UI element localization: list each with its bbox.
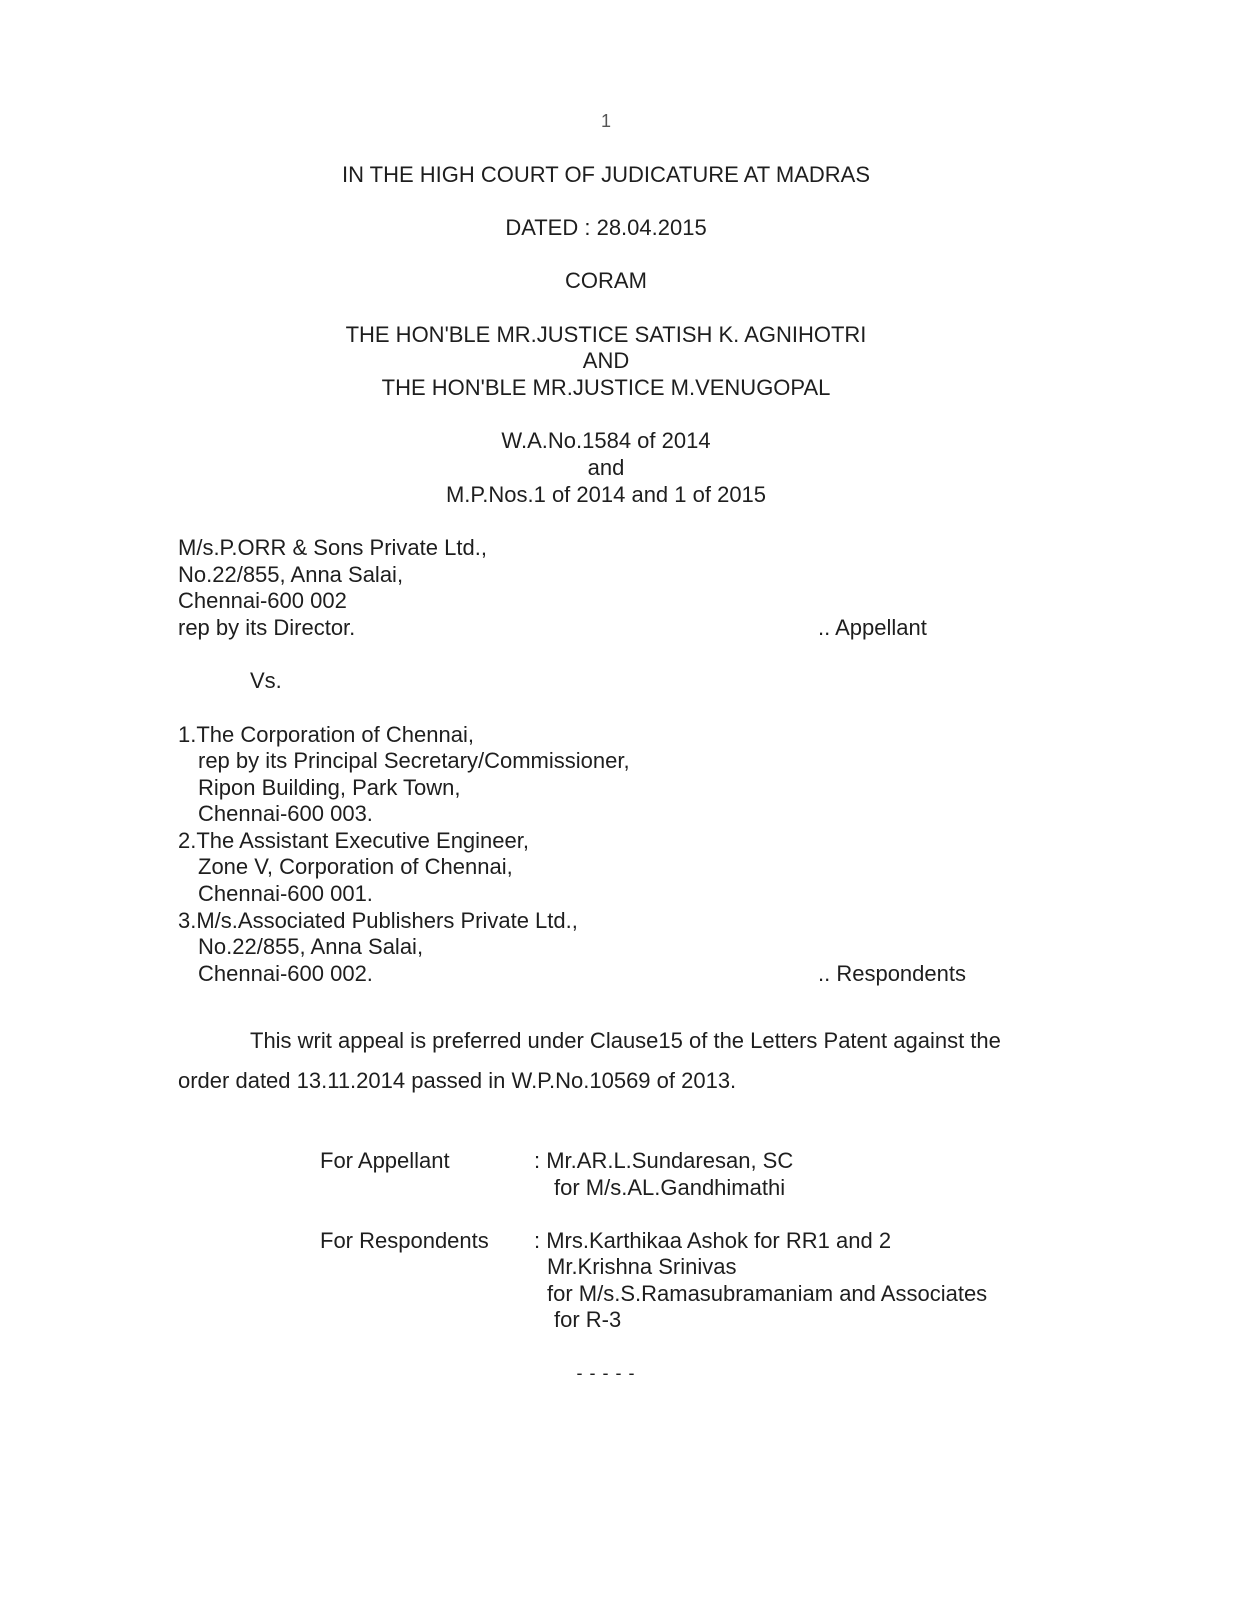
appellant-address-line: No.22/855, Anna Salai, [178,562,404,587]
preamble-paragraph [178,1021,1038,1101]
bench-judge-2: THE HON'BLE MR.JUSTICE M.VENUGOPAL [381,375,831,400]
coram-heading: CORAM [565,268,647,293]
counsel-respondents-label: For Respondents [320,1228,489,1253]
respondent-1-address-line: Chennai-600 003. [198,801,373,826]
respondent-2-address-line: Chennai-600 001. [198,881,373,906]
court-heading: IN THE HIGH COURT OF JUDICATURE AT MADRAS [341,162,871,187]
case-number-wa: W.A.No.1584 of 2014 [501,428,711,453]
respondent-3-address-line: No.22/855, Anna Salai, [198,934,424,959]
judgment-date: DATED : 28.04.2015 [505,215,707,240]
respondents-role-label: .. Respondents [818,961,966,986]
counsel-respondents-line: : Mrs.Karthikaa Ashok for RR1 and 2 [534,1228,892,1253]
bench-judge-1: THE HON'BLE MR.JUSTICE SATISH K. AGNIHOTRI [345,322,867,347]
case-number-mp: M.P.Nos.1 of 2014 and 1 of 2015 [445,482,767,507]
respondent-3-address-line: Chennai-600 002. [198,961,373,986]
appellant-name: M/s.P.ORR & Sons Private Ltd., [178,535,487,560]
respondent-2-address-line: Zone V, Corporation of Chennai, [198,854,513,879]
appellant-address-line: Chennai-600 002 [178,588,347,613]
counsel-respondents-line: Mr.Krishna Srinivas [547,1254,737,1279]
respondent-1-name: 1.The Corporation of Chennai, [178,722,474,747]
preamble-text: This writ appeal is preferred under Clause15 of the Letters Patent against the order dated 13.11.2014 passed in W.P.No.10569 of 2013. [178,1028,1001,1093]
appellant-role-label: .. Appellant [818,615,927,640]
counsel-respondents-line: for R-3 [554,1307,622,1332]
respondent-1-representation: rep by its Principal Secretary/Commissioner, [198,748,630,773]
counsel-appellant-label: For Appellant [320,1148,450,1173]
case-number-and: and [587,455,625,480]
page-number: 1 [600,111,611,131]
appellant-representation: rep by its Director. [178,615,356,640]
respondent-2-name: 2.The Assistant Executive Engineer, [178,828,529,853]
counsel-respondents-line: for M/s.S.Ramasubramaniam and Associates [547,1281,988,1306]
section-separator: - - - - - [576,1363,636,1383]
bench-conjunction: AND [582,348,630,373]
versus-label: Vs. [250,668,282,693]
respondent-1-address-line: Ripon Building, Park Town, [198,775,461,800]
respondent-3-name: 3.M/s.Associated Publishers Private Ltd., [178,908,578,933]
counsel-appellant-name: : Mr.AR.L.Sundaresan, SC [534,1148,794,1173]
counsel-appellant-firm: for M/s.AL.Gandhimathi [554,1175,786,1200]
